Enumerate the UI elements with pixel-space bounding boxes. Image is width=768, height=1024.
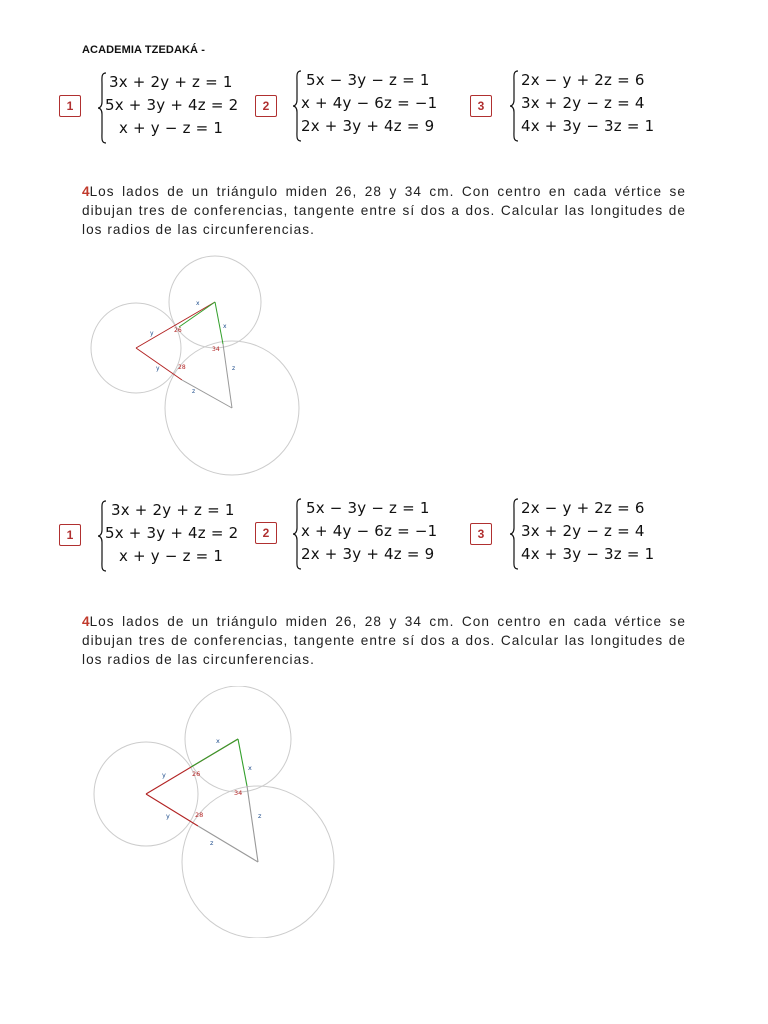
side-26 xyxy=(136,302,215,348)
side-28 xyxy=(136,348,182,380)
equation: x + y − z = 1 xyxy=(119,547,224,565)
label-28: 28 xyxy=(195,811,204,819)
brace-icon xyxy=(509,498,519,570)
side-34-green xyxy=(238,739,247,786)
label-z-bottom: z xyxy=(210,839,214,847)
label-y-top: y xyxy=(162,771,166,779)
label-z-bottom: z xyxy=(192,388,196,395)
problem-text: Los lados de un triángulo miden 26, 28 y 34 cm. Con centro en cada vértice se dibujan tres de conferencias, tangente entre sí dos a dos. Calcular las longitudes de los radios de las circunferencias. xyxy=(82,184,686,237)
equation: 5x − 3y − z = 1 xyxy=(306,499,430,517)
problem-statement xyxy=(82,182,686,239)
equation: 2x + 3y + 4z = 9 xyxy=(301,545,435,563)
exercise-number-3: 3 xyxy=(470,523,492,545)
label-x-right: x xyxy=(223,323,227,330)
equation: x + y − z = 1 xyxy=(119,119,224,137)
triangle-circles-figure xyxy=(90,686,340,938)
equation: 5x − 3y − z = 1 xyxy=(306,71,430,89)
side-28-grey xyxy=(182,380,232,408)
equation: 2x − y + 2z = 6 xyxy=(521,499,645,517)
triangle-circles-figure xyxy=(88,252,303,477)
label-y-bottom: y xyxy=(156,365,160,372)
equation: 4x + 3y − 3z = 1 xyxy=(521,117,655,135)
equation: 5x + 3y + 4z = 2 xyxy=(105,524,239,542)
equation: x + 4y − 6z = −1 xyxy=(301,94,438,112)
brace-icon xyxy=(509,70,519,142)
equation: 4x + 3y − 3z = 1 xyxy=(521,545,655,563)
label-y-top: y xyxy=(150,330,154,337)
label-x-top: x xyxy=(196,300,200,307)
exercise-number-1: 1 xyxy=(59,95,81,117)
label-z-right: z xyxy=(232,365,236,372)
side-34 xyxy=(223,344,232,408)
problem-number: 4 xyxy=(82,184,90,199)
equation: x + 4y − 6z = −1 xyxy=(301,522,438,540)
label-34: 34 xyxy=(212,346,220,353)
equation: 3x + 2y − z = 4 xyxy=(521,522,645,540)
exercise-number-2: 2 xyxy=(255,522,277,544)
label-34: 34 xyxy=(234,789,243,797)
label-26: 26 xyxy=(174,327,182,334)
label-x-right: x xyxy=(248,764,252,772)
label-26: 26 xyxy=(192,770,201,778)
side-28 xyxy=(146,794,198,826)
problem-statement xyxy=(82,612,686,669)
document-header: ACADEMIA TZEDAKÁ - xyxy=(82,44,205,56)
equation: 3x + 2y + z = 1 xyxy=(109,73,233,91)
equation: 5x + 3y + 4z = 2 xyxy=(105,96,239,114)
label-y-bottom: y xyxy=(166,812,170,820)
label-z-right: z xyxy=(258,812,262,820)
exercise-number-1: 1 xyxy=(59,524,81,546)
label-28: 28 xyxy=(178,364,186,371)
problem-text: Los lados de un triángulo miden 26, 28 y 34 cm. Con centro en cada vértice se dibujan tres de conferencias, tangente entre sí dos a dos. Calcular las longitudes de los radios de las circunferencias. xyxy=(82,614,686,667)
systems-row xyxy=(0,498,768,578)
label-x-top: x xyxy=(216,737,220,745)
side-34 xyxy=(247,786,258,862)
side-26-green xyxy=(191,739,238,767)
problem-number: 4 xyxy=(82,614,90,629)
systems-row xyxy=(0,70,768,150)
equation: 2x − y + 2z = 6 xyxy=(521,71,645,89)
side-28-grey xyxy=(198,826,258,862)
equation: 3x + 2y + z = 1 xyxy=(111,501,235,519)
exercise-number-3: 3 xyxy=(470,95,492,117)
equation: 2x + 3y + 4z = 9 xyxy=(301,117,435,135)
side-34-green xyxy=(215,302,223,344)
equation: 3x + 2y − z = 4 xyxy=(521,94,645,112)
exercise-number-2: 2 xyxy=(255,95,277,117)
